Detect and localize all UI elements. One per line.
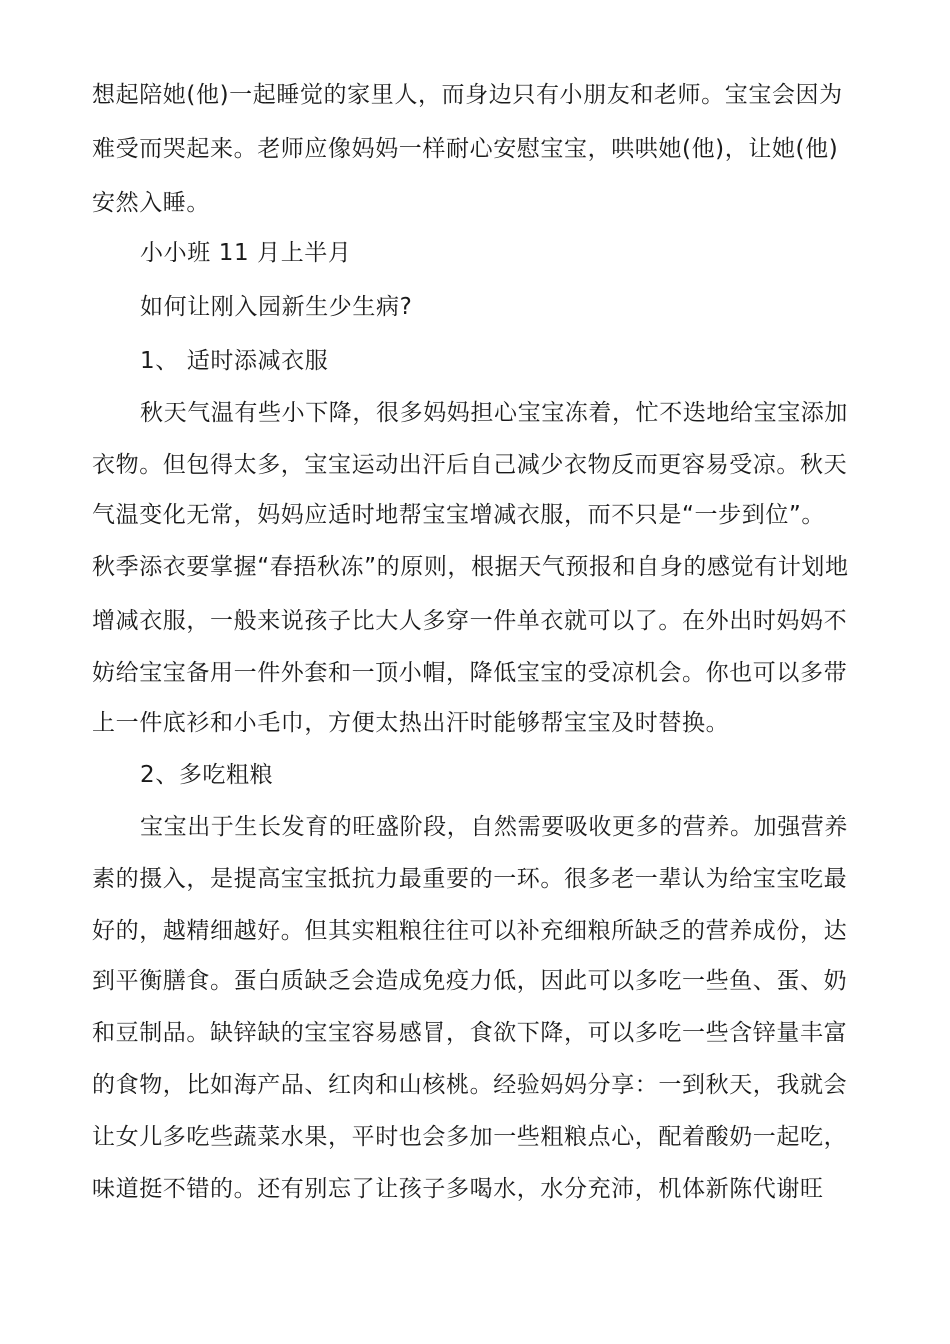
text-line: 上一件底衫和小毛巾，方便太热出汗时能够帮宝宝及时替换。 bbox=[92, 710, 730, 736]
subheading-2: 2、多吃粗粮 bbox=[140, 762, 274, 788]
text-line: 宝宝出于生长发育的旺盛阶段，自然需要吸收更多的营养。加强营养 bbox=[140, 814, 848, 840]
text-line: 好的，越精细越好。但其实粗粮往往可以补充细粮所缺乏的营养成份，达 bbox=[92, 918, 848, 944]
text-line: 秋季添衣要掌握“春捂秋冻”的原则，根据天气预报和自身的感觉有计划地 bbox=[92, 554, 849, 580]
text-line: 衣物。但包得太多，宝宝运动出汗后自己减少衣物反而更容易受凉。秋天 bbox=[92, 452, 848, 478]
text-line: 增减衣服，一般来说孩子比大人多穿一件单衣就可以了。在外出时妈妈不 bbox=[92, 608, 848, 634]
text-line: 安然入睡。 bbox=[92, 190, 210, 216]
text-line: 到平衡膳食。蛋白质缺乏会造成免疫力低，因此可以多吃一些鱼、蛋、奶 bbox=[92, 968, 848, 994]
subheading-1: 1、 适时添减衣服 bbox=[140, 348, 329, 374]
text-line: 的食物，比如海产品、红肉和山核桃。经验妈妈分享：一到秋天，我就会 bbox=[92, 1072, 848, 1098]
section-heading: 小小班 11 月上半月 bbox=[140, 240, 352, 266]
text-line: 想起陪她(他)一起睡觉的家里人，而身边只有小朋友和老师。宝宝会因为 bbox=[92, 82, 843, 108]
text-line: 让女儿多吃些蔬菜水果，平时也会多加一些粗粮点心，配着酸奶一起吃， bbox=[92, 1124, 848, 1150]
article-title: 如何让刚入园新生少生病? bbox=[140, 294, 413, 320]
text-line: 秋天气温有些小下降，很多妈妈担心宝宝冻着，忙不迭地给宝宝添加 bbox=[140, 400, 848, 426]
text-line: 味道挺不错的。还有别忘了让孩子多喝水，水分充沛，机体新陈代谢旺 bbox=[92, 1176, 824, 1202]
text-line: 素的摄入，是提高宝宝抵抗力最重要的一环。很多老一辈认为给宝宝吃最 bbox=[92, 866, 848, 892]
text-line: 气温变化无常，妈妈应适时地帮宝宝增减衣服，而不只是“一步到位”。 bbox=[92, 502, 826, 528]
text-line: 妨给宝宝备用一件外套和一顶小帽，降低宝宝的受凉机会。你也可以多带 bbox=[92, 660, 848, 686]
text-line: 难受而哭起来。老师应像妈妈一样耐心安慰宝宝，哄哄她(他)，让她(他) bbox=[92, 136, 839, 162]
text-line: 和豆制品。缺锌缺的宝宝容易感冒，食欲下降，可以多吃一些含锌量丰富 bbox=[92, 1020, 848, 1046]
